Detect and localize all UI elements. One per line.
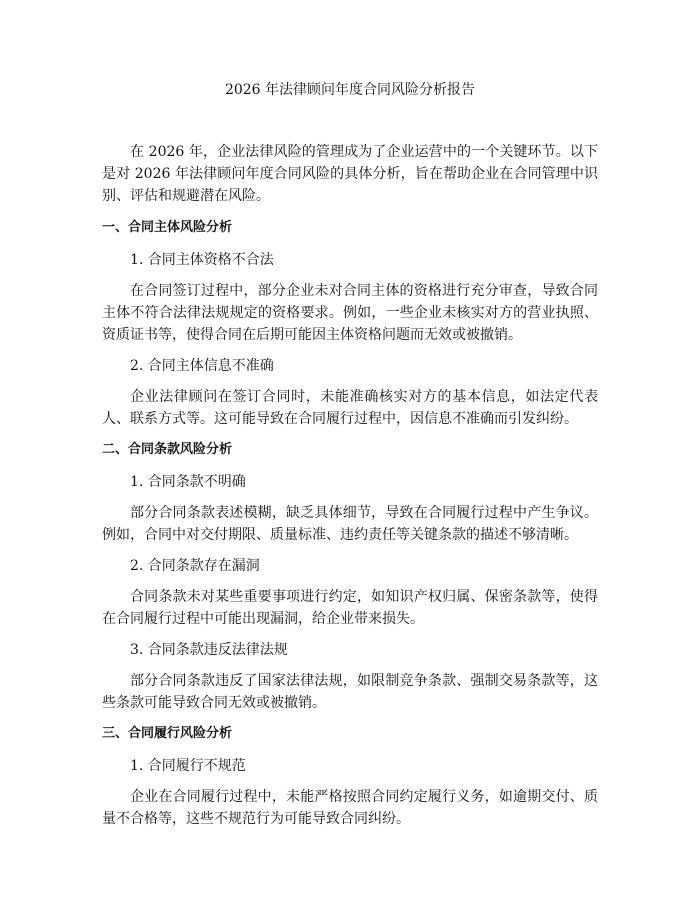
section-clause-risk (102, 440, 598, 714)
item-heading: 1. 合同履行不规范 (130, 758, 246, 774)
item-heading: 2. 合同主体信息不准确 (130, 358, 274, 374)
item-paragraph: 合同条款未对某些重要事项进行约定，如知识产权归属、保密条款等，使得在合同履行过程中可能出现漏洞，给企业带来损失。 (102, 589, 598, 627)
item-heading: 1. 合同条款不明确 (130, 474, 246, 490)
item-paragraph: 部分合同条款违反了国家法律法规，如限制竞争条款、强制交易条款等，这些条款可能导致合同无效或被撤销。 (102, 673, 598, 711)
report-sections (102, 218, 598, 840)
section-subject-risk (102, 218, 598, 430)
section-heading: 二、合同条款风险分析 (102, 442, 233, 457)
section-heading: 三、合同履行风险分析 (102, 726, 233, 741)
document-title: 2026 年法律顾问年度合同风险分析报告 (224, 82, 476, 98)
item-heading: 2. 合同条款存在漏洞 (130, 558, 260, 574)
item-paragraph: 在合同签订过程中，部分企业未对合同主体的资格进行充分审查，导致合同主体不符合法律法规规定的资格要求。例如，一些企业未核实对方的营业执照、资质证书等，使得合同在后期可能因主体资格问题而无效或被撤销。 (102, 283, 598, 343)
section-performance-risk (102, 724, 598, 830)
item-paragraph: 企业法律顾问在签订合同时，未能准确核实对方的基本信息，如法定代表人、联系方式等。这可能导致在合同履行过程中，因信息不准确而引发纠纷。 (102, 389, 598, 427)
item-heading: 3. 合同条款违反法律法规 (130, 642, 288, 658)
item-heading: 1. 合同主体资格不合法 (130, 252, 274, 268)
intro-paragraph: 在 2026 年，企业法律风险的管理成为了企业运营中的一个关键环节。以下是对 2026 年法律顾问年度合同风险的具体分析，旨在帮助企业在合同管理中识别、评估和规避潜在风险。 (102, 144, 598, 204)
item-paragraph: 部分合同条款表述模糊，缺乏具体细节，导致在合同履行过程中产生争议。例如，合同中对交付期限、质量标准、违约责任等关键条款的描述不够清晰。 (102, 505, 598, 543)
section-heading: 一、合同主体风险分析 (102, 220, 233, 235)
item-paragraph: 企业在合同履行过程中，未能严格按照合同约定履行义务，如逾期交付、质量不合格等，这些不规范行为可能导致合同纠纷。 (102, 789, 598, 827)
